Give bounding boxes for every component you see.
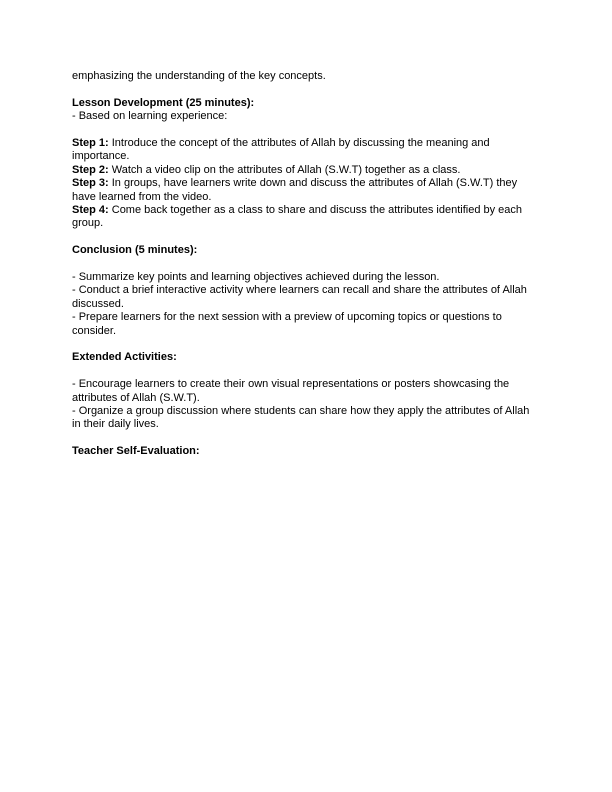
conclusion-items (72, 271, 540, 338)
intro-continuation-paragraph: emphasizing the understanding of the key concepts. (72, 70, 326, 82)
conclusion-item: - Prepare learners for the next session with a preview of upcoming topics or questions to consider. (72, 311, 502, 337)
step-text: In groups, have learners write down and discuss the attributes of Allah (S.W.T) they have learned from the video. (72, 177, 518, 203)
extended-activities-items (72, 378, 540, 432)
step-label: Step 4: (72, 204, 109, 217)
step-label: Step 3: (72, 177, 109, 190)
step-label: Step 1: (72, 137, 109, 149)
section-heading-lesson-development: Lesson Development (25 minutes): (72, 96, 255, 109)
step-paragraph (72, 137, 540, 164)
step-paragraph (72, 204, 540, 231)
step-paragraph (72, 177, 540, 204)
step-text: Come back together as a class to share and discuss the attributes identified by each group. (72, 204, 523, 230)
section-heading-teacher-self-evaluation: Teacher Self-Evaluation: (72, 445, 200, 458)
step-text: Watch a video clip on the attributes of Allah (S.W.T) together as a class. (108, 163, 461, 176)
section-heading-extended-activities: Extended Activities: (72, 351, 177, 364)
lesson-development-subline: - Based on learning experience: (72, 110, 228, 123)
step-text: Introduce the concept of the attributes of Allah by discussing the meaning and importance. (72, 137, 490, 163)
conclusion-item: - Conduct a brief interactive activity where learners can recall and share the attributes of Allah discussed. (72, 284, 527, 310)
lesson-development-steps (72, 137, 540, 231)
conclusion-item: - Summarize key points and learning objectives achieved during the lesson. (72, 271, 440, 284)
step-paragraph (72, 164, 540, 177)
extended-activity-item: - Encourage learners to create their own visual representations or posters showcasing the attributes of Allah (S.W.T). (72, 378, 510, 404)
extended-activity-item: - Organize a group discussion where students can share how they apply the attributes of Allah in their daily lives. (72, 405, 530, 431)
step-label: Step 2: (72, 163, 109, 176)
section-heading-conclusion: Conclusion (5 minutes): (72, 244, 198, 257)
